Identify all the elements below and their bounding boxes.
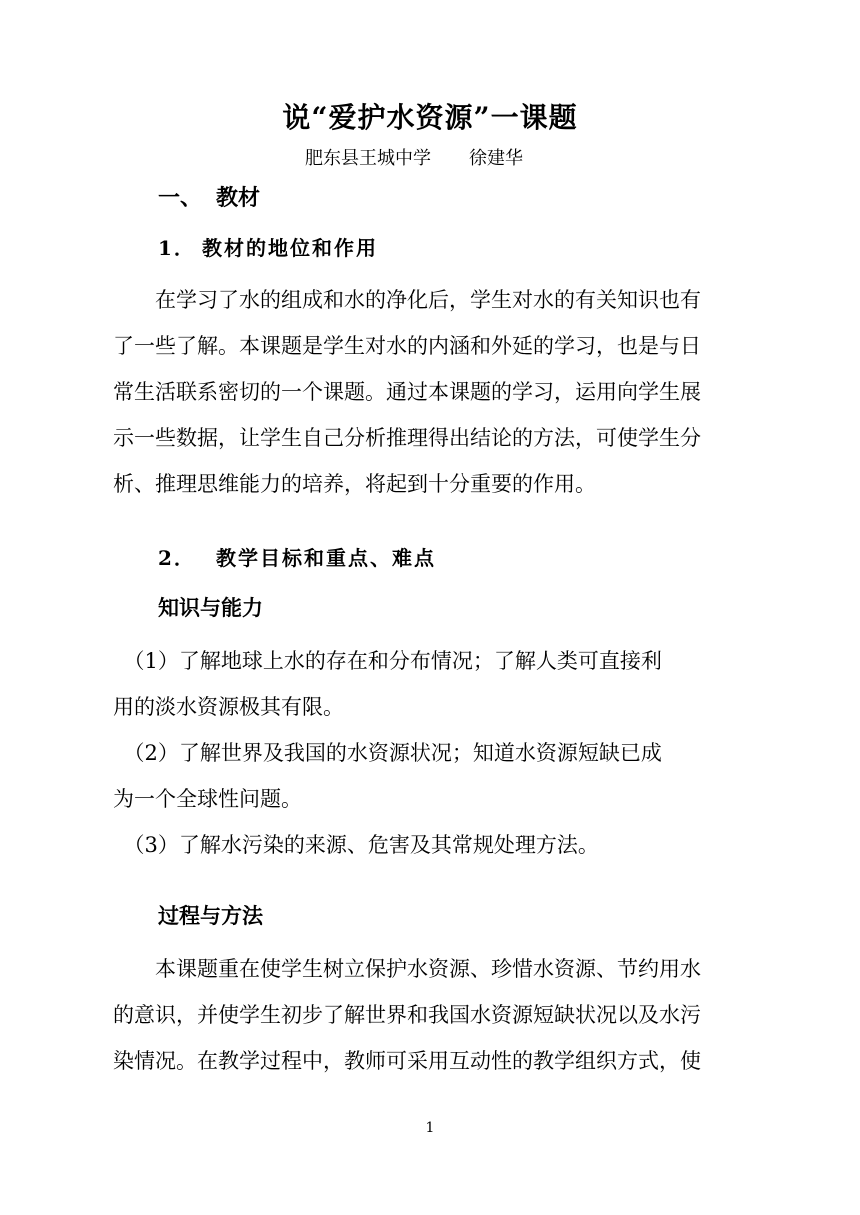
paragraph-2 xyxy=(113,946,753,1084)
text-line: 在学习了水的组成和水的净化后，学生对水的有关知识也有 xyxy=(113,288,701,312)
text-line: 示一些数据，让学生自己分析推理得出结论的方法，可使学生分 xyxy=(113,426,701,450)
list-item: （2）了解世界及我国的水资源状况；知道水资源短缺已成 xyxy=(113,741,662,765)
heading-process-method: 过程与方法 xyxy=(158,903,263,928)
author-line xyxy=(305,146,523,172)
subsection-number: 2． xyxy=(158,546,196,570)
section-number: 一、 xyxy=(158,185,203,211)
paragraph-1 xyxy=(113,277,753,507)
section-title: 教材 xyxy=(216,185,261,211)
list-item: （1）了解地球上水的存在和分布情况；了解人类可直接利 xyxy=(113,649,662,673)
list-item-continuation: 用的淡水资源极其有限。 xyxy=(113,695,344,719)
text-line: 了一些了解。本课题是学生对水的内涵和外延的学习，也是与日 xyxy=(113,334,701,358)
text-line: 染情况。在教学过程中，教师可采用互动性的教学组织方式，使 xyxy=(113,1049,701,1073)
heading-knowledge-ability: 知识与能力 xyxy=(158,595,263,620)
text-line: 析、推理思维能力的培养，将起到十分重要的作用。 xyxy=(113,472,596,496)
list-item-continuation: 为一个全球性问题。 xyxy=(113,787,302,811)
list-item: （3）了解水污染的来源、危害及其常规处理方法。 xyxy=(113,833,599,857)
subsection-title: 教学目标和重点、难点 xyxy=(216,546,436,570)
subsection-heading-2 xyxy=(158,540,436,576)
author-school: 肥东县王城中学 xyxy=(305,148,431,169)
document-title: 说“爱护水资源”一课题 xyxy=(282,101,578,134)
subsection-number: 1． xyxy=(158,236,196,260)
section-heading-1 xyxy=(158,180,260,216)
text-line: 的意识，并使学生初步了解世界和我国水资源短缺状况以及水污 xyxy=(113,1003,701,1027)
text-line: 常生活联系密切的一个课题。通过本课题的学习，运用向学生展 xyxy=(113,380,701,404)
subsection-heading-1 xyxy=(158,230,378,266)
author-name: 徐建华 xyxy=(469,148,523,169)
subsection-title: 教材的地位和作用 xyxy=(202,236,378,260)
page-number: 1 xyxy=(425,1120,435,1136)
knowledge-list xyxy=(113,638,753,868)
text-line: 本课题重在使学生树立保护水资源、珍惜水资源、节约用水 xyxy=(113,957,701,981)
